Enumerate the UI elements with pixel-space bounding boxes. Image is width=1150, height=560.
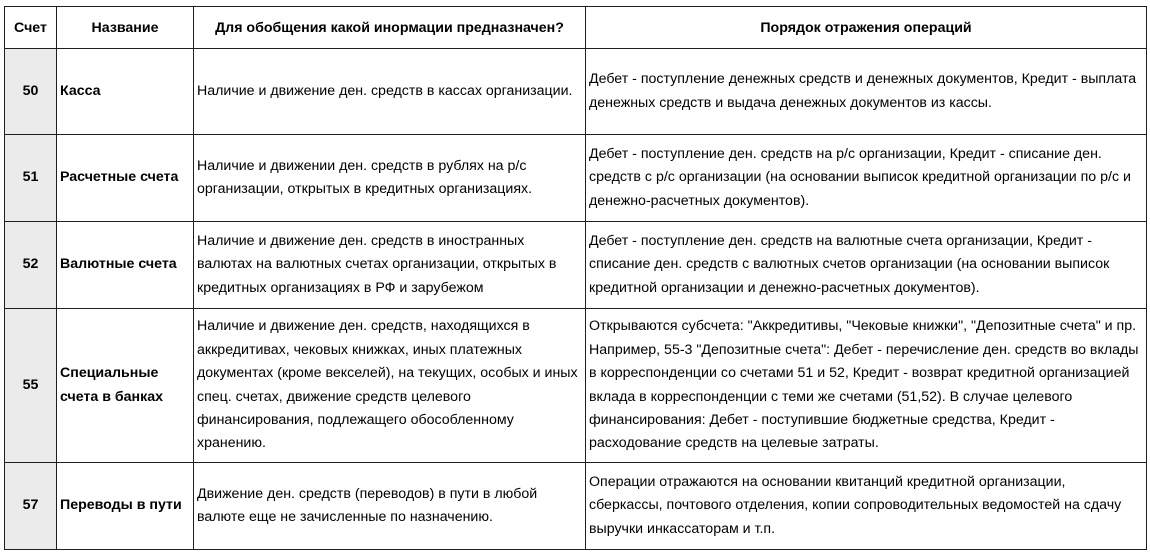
- account-info: Наличие и движение ден. средств в иностранных валютах на валютных счетах организации, открытых в кредитных организациях в РФ и зарубежом: [194, 222, 586, 309]
- table-row-57: [5, 463, 1147, 550]
- account-order: Открываются субсчета: "Аккредитивы, "Чековые книжки", "Депозитные счета" и пр. Например, 55-3 "Депозитные счета": Дебет - перечисление ден. средств во вклады в корреспонденции со счетами 51 и 52, Кредит - возврат кредитной организацией вклада в корреспонденции с теми же счетами (51,52). В случае целевого финансирования: Дебет - поступившие бюджетные средства, Кредит - расходование средств на целевые затраты.: [586, 309, 1147, 463]
- account-order: Операции отражаются на основании квитанций кредитной организации, сберкассы, почтового отделения, копии сопроводительных ведомостей на сдачу выручки инкассаторам и т.п.: [586, 463, 1147, 550]
- header-row: [5, 7, 1147, 49]
- account-code: 55: [5, 309, 57, 463]
- header-code: Счет: [5, 7, 57, 49]
- account-code: 50: [5, 49, 57, 135]
- account-info: Наличие и движение ден. средств, находящихся в аккредитивах, чековых книжках, иных платежных документах (кроме векселей), на текущих, особых и иных спец. счетах, движение средств целевого финансирования, подлежащего обособленному хранению.: [194, 309, 586, 463]
- header-order: Порядок отражения операций: [586, 7, 1147, 49]
- header-info: Для обобщения какой инормации предназначен?: [194, 7, 586, 49]
- account-name: Расчетные счета: [57, 135, 194, 222]
- account-info: Наличие и движение ден. средств в кассах организации.: [194, 49, 586, 135]
- account-order: Дебет - поступление ден. средств на валютные счета организации, Кредит - списание ден. средств с валютных счетов организации (на основании выписок кредитной организации и денежно-расчетных документов).: [586, 222, 1147, 309]
- account-name: Валютные счета: [57, 222, 194, 309]
- accounts-table: [4, 6, 1147, 550]
- account-name: Специальные счета в банках: [57, 309, 194, 463]
- table-row-52: [5, 222, 1147, 309]
- account-info: Движение ден. средств (переводов) в пути в любой валюте еще не зачисленные по назначению.: [194, 463, 586, 550]
- header-name: Название: [57, 7, 194, 49]
- account-code: 51: [5, 135, 57, 222]
- account-info: Наличие и движении ден. средств в рублях на р/с организации, открытых в кредитных организациях.: [194, 135, 586, 222]
- account-order: Дебет - поступление денежных средств и денежных документов, Кредит - выплата денежных средств и выдача денежных документов из кассы.: [586, 49, 1147, 135]
- account-name: Переводы в пути: [57, 463, 194, 550]
- account-code: 52: [5, 222, 57, 309]
- account-name: Касса: [57, 49, 194, 135]
- table-row-50: [5, 49, 1147, 135]
- account-code: 57: [5, 463, 57, 550]
- table-row-55: [5, 309, 1147, 463]
- account-order: Дебет - поступление ден. средств на р/с организации, Кредит - списание ден. средств с р/с организации (на основании выписок кредитной организации по р/с и денежно-расчетных документов).: [586, 135, 1147, 222]
- table-row-51: [5, 135, 1147, 222]
